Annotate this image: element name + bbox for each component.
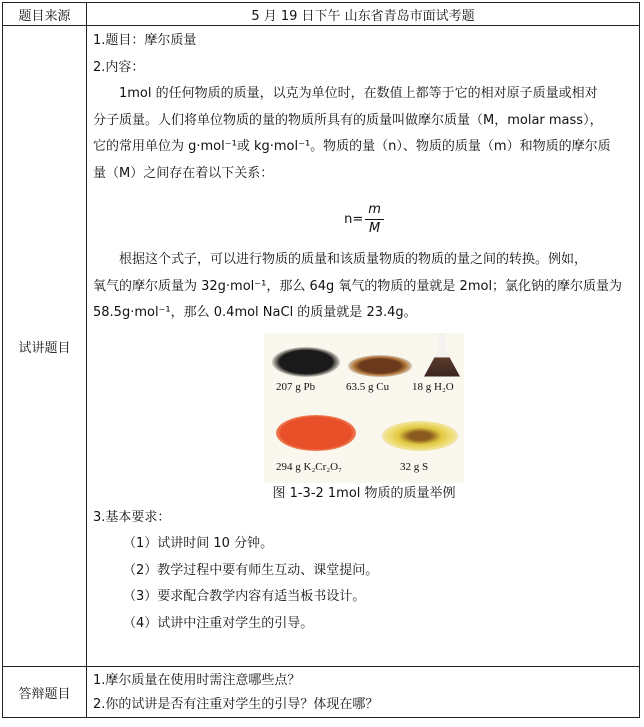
lecture-row xyxy=(3,26,640,667)
formula-numerator: m xyxy=(365,201,384,220)
formula-fraction xyxy=(365,201,384,238)
exam-title: 5 月 19 日下午 山东省青岛市面试考题 xyxy=(87,3,640,26)
molar-mass-formula xyxy=(93,187,635,247)
k2cr2o7-label: 294 g K₂Cr₂O₇ xyxy=(276,460,342,473)
formula-denominator: M xyxy=(368,221,381,236)
formula-lhs: n= xyxy=(344,212,364,227)
h2o-label: 18 g H₂O xyxy=(412,380,454,393)
para2-line: 根据这个式子，可以进行物质的质量和该质量物质的物质的量之间的转换。例如， xyxy=(119,252,588,267)
s-plate-image xyxy=(382,421,458,451)
pb-plate-image xyxy=(272,347,340,377)
requirement-item: （3）要求配合教学内容有适当板书设计。 xyxy=(123,589,366,604)
para1-line: 1mol 的任何物质的质量，以克为单位时，在数值上都等于它的相对原子质量或相对 xyxy=(119,86,598,101)
para2-line: 氧气的摩尔质量为 32g·mol⁻¹，那么 64g 氧气的物质的量就是 2mol；氯化钠的摩尔质量为 xyxy=(93,278,623,294)
cu-plate-image xyxy=(348,355,412,377)
exam-table xyxy=(2,2,640,718)
para1-line: 分子质量。人们将单位物质的量的物质所具有的质量叫做摩尔质量（M，molar mass）， xyxy=(93,112,603,128)
defense-content xyxy=(87,667,640,718)
source-label: 题目来源 xyxy=(3,3,87,26)
para1-line: 量（M）之间存在着以下关系： xyxy=(93,165,274,181)
lecture-content xyxy=(87,26,640,667)
defense-question: 2.你的试讲是否有注重对学生的引导？体现在哪？ xyxy=(93,697,379,712)
k2cr2o7-plate-image xyxy=(276,415,356,451)
para2-line: 58.5g·mol⁻¹，那么 0.4mol NaCl 的质量就是 23.4g。 xyxy=(93,305,417,320)
pb-label: 207 g Pb xyxy=(276,380,316,393)
topic: 1.题目：摩尔质量 xyxy=(93,33,197,48)
flask-image xyxy=(424,333,460,377)
requirement-item: （1）试讲时间 10 分钟。 xyxy=(123,536,274,551)
header-row xyxy=(3,3,640,26)
defense-label: 答辩题目 xyxy=(3,667,87,718)
defense-question: 1.摩尔质量在使用时需注意哪些点？ xyxy=(93,673,301,688)
molar-mass-figure xyxy=(264,333,464,483)
defense-row xyxy=(3,667,640,718)
cu-label: 63.5 g Cu xyxy=(346,380,390,393)
requirement-item: （2）教学过程中要有师生互动、课堂提问。 xyxy=(123,562,379,578)
s-label: 32 g S xyxy=(400,460,429,473)
lecture-label: 试讲题目 xyxy=(3,26,87,667)
requirements-heading: 3.基本要求： xyxy=(93,509,171,525)
figure-caption: 图 1-3-2 1mol 物质的质量举例 xyxy=(272,485,456,501)
para1-line: 它的常用单位为 g·mol⁻¹或 kg·mol⁻¹。物质的量（n）、物质的质量（m）和物质的摩尔质 xyxy=(93,139,611,154)
content-heading: 2.内容： xyxy=(93,59,145,75)
requirement-item: （4）试讲中注重对学生的引导。 xyxy=(123,615,314,631)
